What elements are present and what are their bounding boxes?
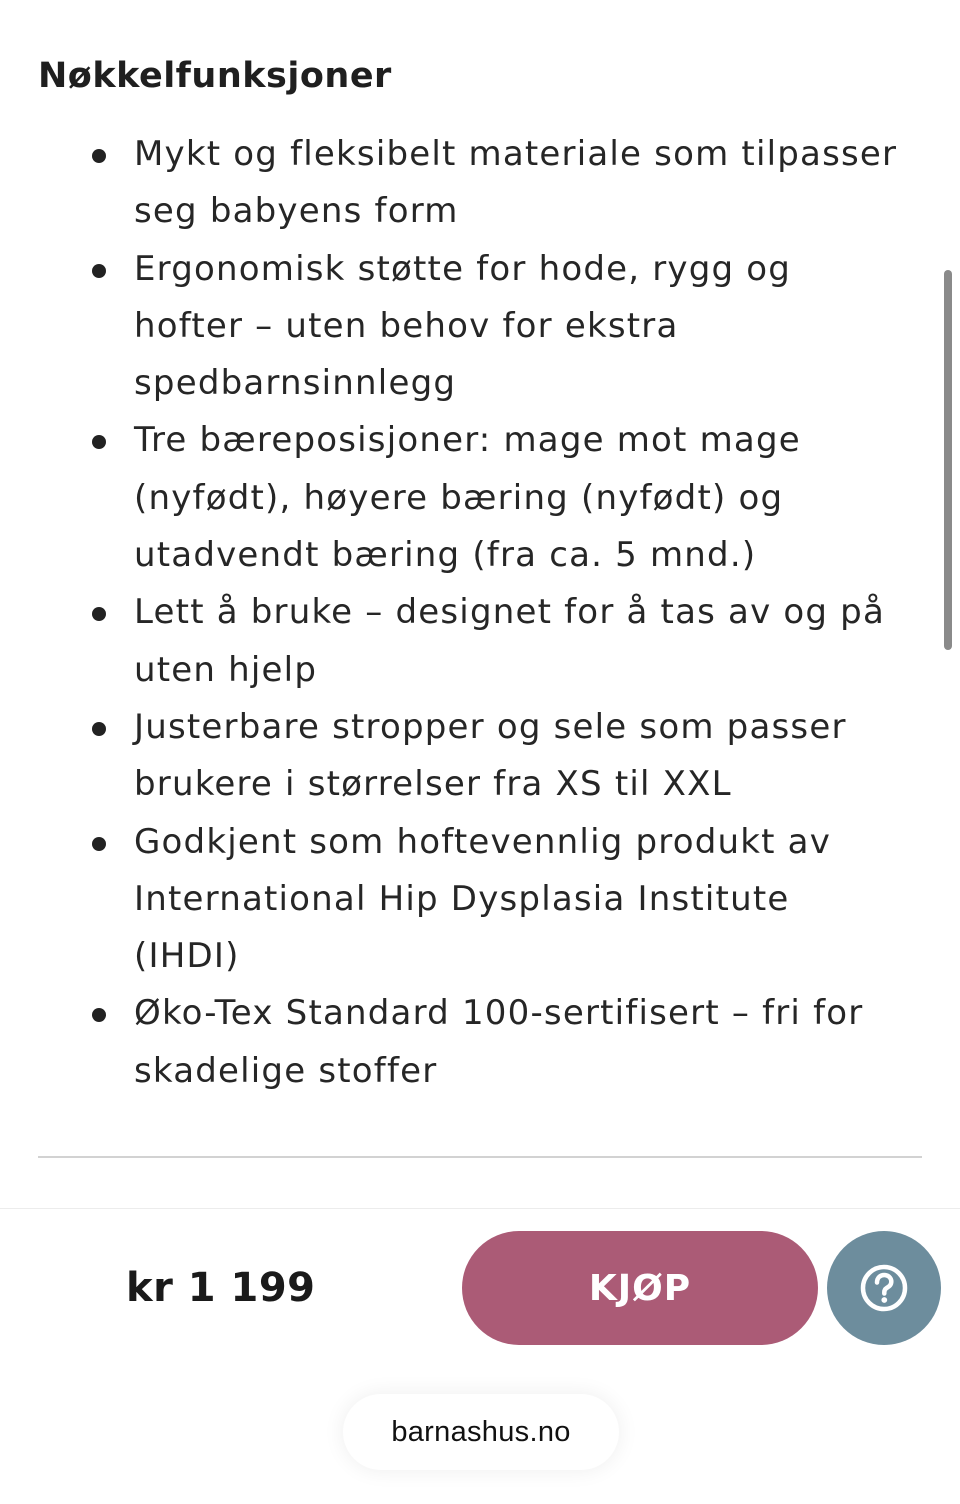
buy-button[interactable]: KJØP — [462, 1231, 818, 1345]
key-features-list — [0, 126, 960, 1100]
feature-text-line: spedbarnsinnlegg — [134, 363, 457, 404]
feature-item-carry-positions — [0, 412, 924, 584]
feature-text-line: Tre bæreposisjoner: mage mot mage — [134, 420, 801, 461]
browser-url-pill[interactable] — [343, 1394, 619, 1470]
feature-text-line: uten hjelp — [134, 649, 318, 690]
key-features-heading: Nøkkelfunksjoner — [38, 56, 392, 96]
feature-item-material — [0, 126, 924, 241]
bullet-icon — [92, 435, 106, 449]
section-divider — [38, 1156, 922, 1158]
feature-item-adjustable-straps — [0, 699, 924, 814]
browser-url-text: barnashus.no — [391, 1415, 571, 1448]
feature-text-line: seg babyens form — [134, 191, 459, 232]
feature-item-ergonomic-support — [0, 241, 924, 413]
feature-item-hip-healthy — [0, 814, 924, 986]
feature-text-line: (IHDI) — [134, 936, 240, 977]
feature-text-line: (nyfødt), høyere bæring (nyfødt) og — [134, 477, 784, 518]
feature-text-line: Mykt og fleksibelt materiale som tilpasser — [134, 134, 898, 174]
feature-text-line: utadvendt bæring (fra ca. 5 mnd.) — [134, 535, 757, 576]
product-price: kr 1 199 — [126, 1265, 316, 1311]
feature-text-line: Justerbare stropper og sele som passer — [134, 706, 847, 747]
bullet-icon — [92, 1008, 106, 1022]
purchase-bar — [0, 1208, 960, 1504]
bullet-icon — [92, 264, 106, 278]
feature-text-line: brukere i størrelser fra XS til XXL — [134, 764, 732, 805]
feature-text-line: hofter – uten behov for ekstra — [134, 305, 679, 346]
feature-text-line: Godkjent som hoftevennlig produkt av — [134, 821, 832, 862]
bullet-icon — [92, 149, 106, 163]
scrollbar-thumb[interactable] — [944, 270, 952, 650]
bullet-icon — [92, 722, 106, 736]
feature-item-oeko-tex — [0, 985, 924, 1100]
bullet-icon — [92, 837, 106, 851]
feature-text-line: International Hip Dysplasia Institute — [134, 878, 790, 919]
bullet-icon — [92, 607, 106, 621]
help-button[interactable] — [827, 1231, 941, 1345]
feature-text-line: Lett å bruke – designet for å tas av og på — [134, 592, 886, 633]
feature-item-easy-to-use — [0, 584, 924, 699]
feature-text-line: Øko-Tex Standard 100-sertifisert – fri for — [134, 993, 864, 1034]
question-circle-icon — [858, 1262, 910, 1314]
feature-text-line: skadelige stoffer — [134, 1050, 438, 1091]
feature-text-line: Ergonomisk støtte for hode, rygg og — [134, 248, 792, 289]
